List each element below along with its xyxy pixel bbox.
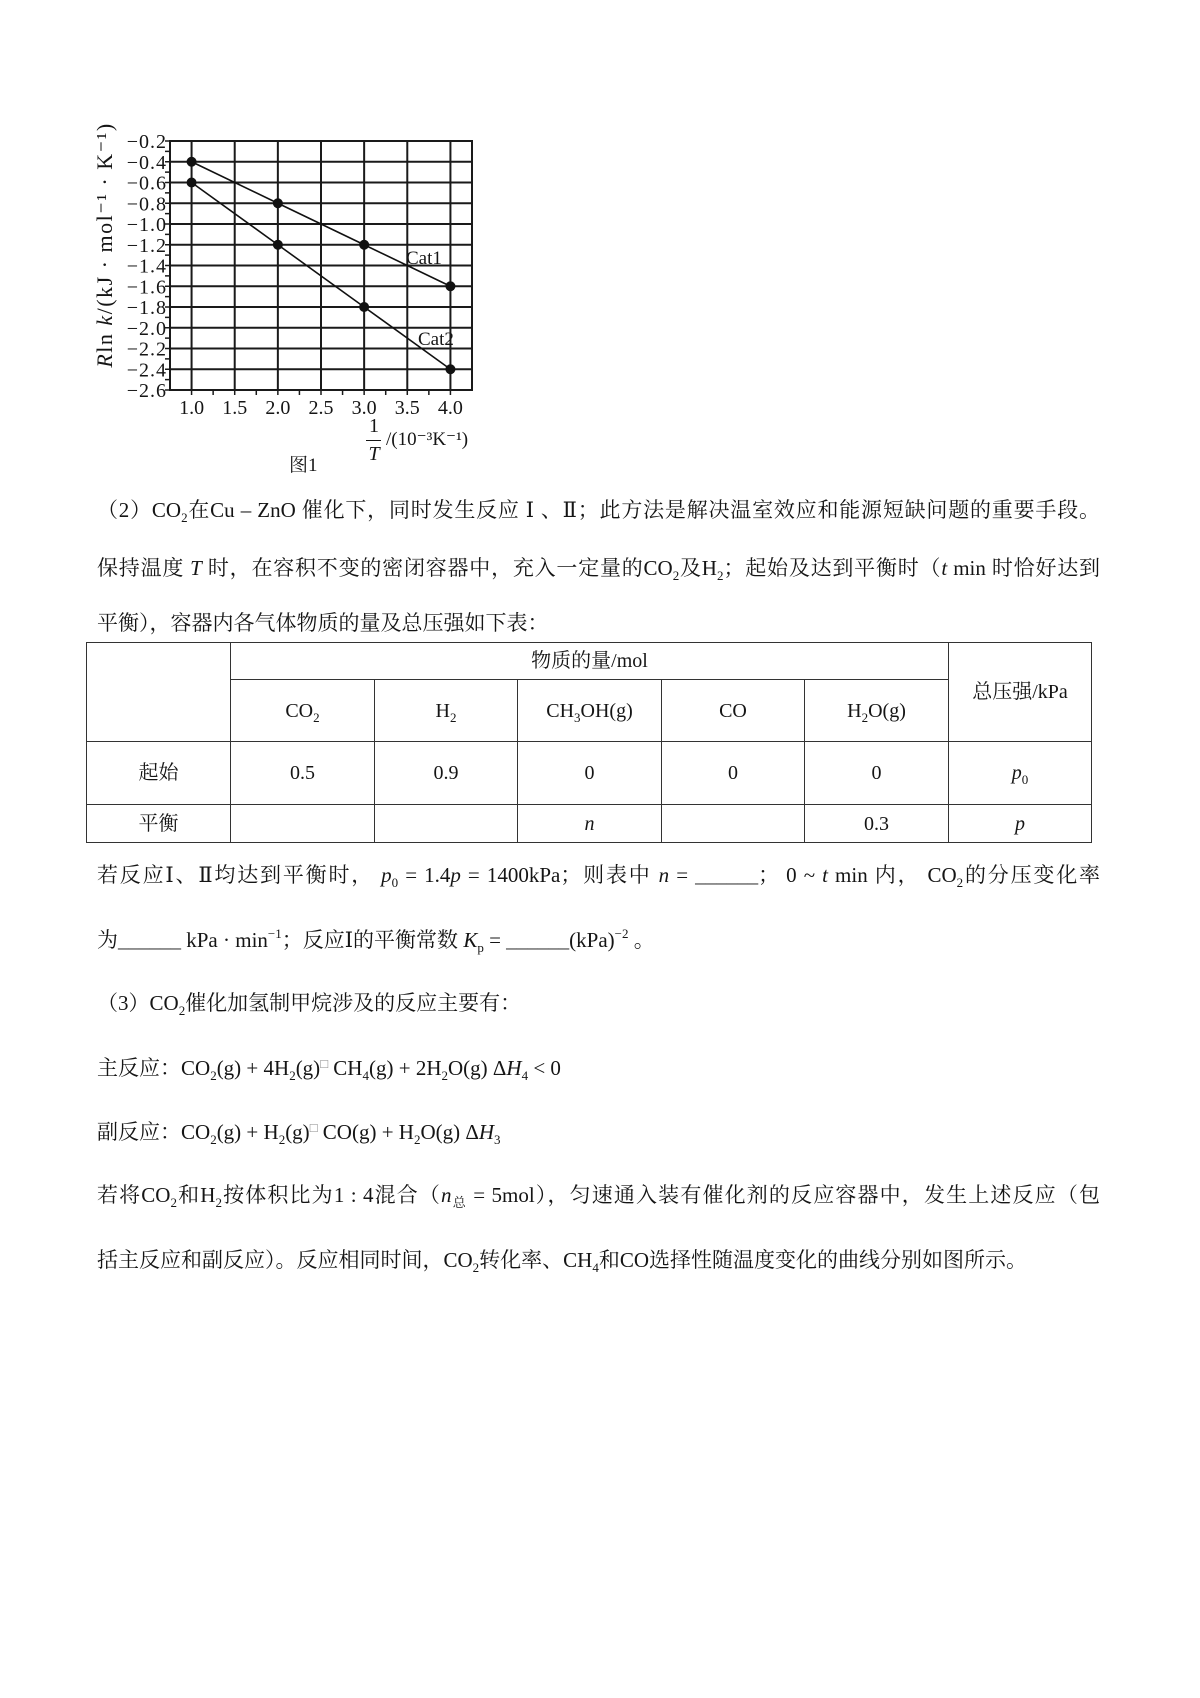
text-run: 在Cu – ZnO 催化下，同时发生反应 Ⅰ 、Ⅱ；此方法是解决温室效应和能源短缺问题的重要手段。 bbox=[187, 498, 1100, 522]
text-run: = bbox=[483, 928, 507, 952]
text-run: 若将CO bbox=[97, 1183, 171, 1207]
data-point-cat1 bbox=[187, 157, 197, 167]
subscript: 0 bbox=[1021, 772, 1029, 787]
column-header-co bbox=[662, 680, 805, 742]
subscript: 2 bbox=[210, 1132, 217, 1147]
paragraph-line bbox=[97, 988, 521, 1018]
y-axis-unit: /(kJ · mol⁻¹ · K⁻¹) bbox=[92, 122, 117, 315]
row-label: 平衡 bbox=[87, 805, 231, 843]
text-run: 平衡），容器内各气体物质的量及总压强如下表： bbox=[97, 611, 549, 635]
table-subheader-row bbox=[87, 680, 1092, 742]
row-label: 起始 bbox=[87, 742, 231, 805]
text-run: 的分压变化率 bbox=[963, 863, 1100, 887]
text-run: 若反应Ⅰ、Ⅱ均达到平衡时， bbox=[97, 863, 382, 887]
answer-blank: ______ bbox=[118, 928, 181, 952]
x-tick-label: 1.5 bbox=[222, 397, 248, 419]
italic-variable: p bbox=[1015, 812, 1026, 835]
text-run: （3）CO bbox=[97, 991, 179, 1015]
italic-variable: H bbox=[478, 1120, 495, 1144]
subscript: 2 bbox=[210, 1068, 217, 1083]
data-point-cat1 bbox=[359, 240, 369, 250]
table-row-initial bbox=[87, 742, 1092, 805]
text-run: 按体积比为1 : 4混合（ bbox=[221, 1183, 442, 1207]
text-run: = 5mol），匀速通入装有催化剂的反应容器中，发生上述反应（包 bbox=[466, 1183, 1100, 1207]
text-run: = bbox=[669, 863, 696, 887]
text-run: min 时恰好达到 bbox=[947, 556, 1101, 580]
y-tick-label: −1.0 bbox=[126, 214, 167, 236]
subscript: 2 bbox=[181, 510, 188, 525]
x-tick-label: 3.0 bbox=[351, 397, 377, 419]
paragraph-line bbox=[97, 608, 549, 638]
paragraph-line bbox=[97, 1180, 1100, 1210]
pressure-header-cell: 总压强/kPa bbox=[949, 643, 1092, 742]
italic-variable: n bbox=[441, 1183, 452, 1207]
column-header-h2 bbox=[375, 680, 518, 742]
text-run: = 1.4 bbox=[398, 863, 451, 887]
subscript: 2 bbox=[278, 1132, 286, 1147]
text-run: 0 bbox=[728, 762, 738, 784]
text-run: (g) + H bbox=[216, 1120, 279, 1144]
x-axis-fraction-bar bbox=[366, 440, 381, 441]
subscript: 4 bbox=[362, 1068, 369, 1083]
paragraph-line bbox=[97, 925, 655, 955]
table-cell bbox=[231, 742, 375, 805]
table-cell bbox=[662, 742, 805, 805]
table-cell bbox=[518, 805, 662, 843]
italic-variable: n bbox=[584, 812, 595, 835]
answer-blank: ______ bbox=[506, 928, 570, 952]
series-label-cat1: Cat1 bbox=[406, 248, 442, 269]
y-tick-label: −1.4 bbox=[126, 255, 167, 278]
series-label-cat2: Cat2 bbox=[418, 329, 454, 350]
subscript: 2 bbox=[441, 1068, 448, 1083]
x-tick-label: 2.0 bbox=[265, 397, 291, 419]
missing-glyph-box: □ bbox=[320, 1056, 329, 1071]
subscript: 4 bbox=[521, 1068, 529, 1083]
table-row-equilibrium bbox=[87, 805, 1092, 843]
subscript: 总 bbox=[451, 1195, 467, 1210]
text-run: 主反应：CO bbox=[97, 1056, 211, 1080]
table-cell bbox=[375, 805, 518, 843]
y-axis-var-r: R bbox=[92, 352, 117, 368]
text-run: CO(g) + H bbox=[317, 1120, 414, 1144]
column-header-ch3oh bbox=[518, 680, 662, 742]
text-run: 0 bbox=[871, 762, 882, 784]
text-run: < 0 bbox=[528, 1056, 561, 1080]
text-run: kPa · min bbox=[181, 928, 268, 952]
group-header-cell: 物质的量/mol bbox=[231, 643, 949, 680]
italic-variable: t bbox=[941, 556, 948, 580]
text-run: 0 bbox=[584, 762, 595, 784]
table-cell bbox=[805, 805, 949, 843]
text-run: 0.3 bbox=[864, 812, 889, 835]
x-tick-label: 2.5 bbox=[308, 397, 334, 419]
paragraph-line bbox=[97, 860, 1100, 890]
subscript: 4 bbox=[592, 1260, 599, 1275]
x-axis-numerator: 1 bbox=[369, 415, 379, 437]
data-point-cat2 bbox=[445, 364, 455, 374]
table-corner-cell bbox=[87, 643, 231, 742]
text-run: 和CO选择性随温度变化的曲线分别如图所示。 bbox=[598, 1248, 1028, 1272]
subscript: 2 bbox=[861, 709, 869, 725]
answer-blank: ______ bbox=[695, 863, 759, 887]
text-run: 为 bbox=[97, 928, 118, 952]
text-run: OH(g) bbox=[580, 699, 633, 722]
text-run: 副反应：CO bbox=[97, 1120, 211, 1144]
text-run: CH bbox=[328, 1056, 363, 1080]
pressure-cell bbox=[949, 742, 1092, 805]
y-axis-fn-ln: ln bbox=[92, 325, 117, 353]
text-run: O(g) Δ bbox=[447, 1056, 507, 1080]
y-axis-var-k: k bbox=[92, 314, 117, 326]
y-axis-title bbox=[93, 122, 117, 367]
figure-caption: 图1 bbox=[289, 455, 318, 476]
x-tick-label: 4.0 bbox=[437, 397, 463, 419]
data-point-cat2 bbox=[273, 240, 283, 250]
text-run: H bbox=[435, 699, 450, 722]
subscript: 2 bbox=[289, 1068, 296, 1083]
paragraph-line bbox=[97, 1245, 1027, 1275]
x-axis-denominator: T bbox=[368, 443, 380, 465]
italic-variable: p bbox=[1011, 762, 1022, 784]
y-tick-label: −1.6 bbox=[126, 276, 167, 299]
text-run: H bbox=[847, 699, 862, 722]
text-run: 保持温度 bbox=[97, 556, 191, 580]
subscript: 2 bbox=[215, 1195, 222, 1210]
subscript: 0 bbox=[391, 875, 399, 890]
x-tick-label: 3.5 bbox=[394, 397, 420, 419]
subscript: 2 bbox=[413, 1132, 421, 1147]
italic-variable: T bbox=[190, 556, 202, 580]
x-tick-label: 1.0 bbox=[179, 397, 205, 419]
text-run: O(g) Δ bbox=[420, 1120, 479, 1144]
data-point-cat1 bbox=[273, 198, 283, 208]
italic-variable: p bbox=[450, 863, 461, 887]
paragraph-line bbox=[97, 553, 1100, 583]
subscript: 3 bbox=[574, 709, 581, 725]
text-run: (g) bbox=[285, 1120, 310, 1144]
superscript: −1 bbox=[267, 926, 282, 941]
y-tick-label: −2.2 bbox=[126, 338, 167, 361]
italic-variable: n bbox=[658, 863, 670, 887]
y-tick-label: −2.4 bbox=[126, 359, 167, 382]
italic-variable: K bbox=[463, 928, 478, 952]
y-tick-label: −2.0 bbox=[126, 317, 167, 340]
text-run: O(g) bbox=[868, 699, 906, 722]
data-point-cat2 bbox=[187, 178, 197, 188]
subscript: 2 bbox=[313, 709, 320, 725]
text-run: 。 bbox=[628, 928, 655, 952]
column-header-h2o bbox=[805, 680, 949, 742]
text-run: min 内， CO bbox=[828, 863, 957, 887]
table-header-row bbox=[87, 643, 1092, 680]
text-run: ；反应Ⅰ的平衡常数 bbox=[281, 928, 464, 952]
table-cell bbox=[375, 742, 518, 805]
side-reaction-equation bbox=[97, 1117, 501, 1147]
text-run: 催化加氢制甲烷涉及的反应主要有： bbox=[185, 991, 522, 1015]
superscript: −2 bbox=[614, 926, 629, 941]
text-run: CH bbox=[546, 699, 575, 722]
text-run: 0.5 bbox=[290, 762, 315, 784]
y-tick-label: −1.8 bbox=[126, 297, 167, 319]
table-cell bbox=[805, 742, 949, 805]
column-header-co2 bbox=[231, 680, 375, 742]
text-run: (g) + 4H bbox=[216, 1056, 290, 1080]
arrhenius-chart bbox=[0, 0, 500, 480]
text-run: (g) + 2H bbox=[368, 1056, 442, 1080]
text-run: 及H bbox=[679, 556, 717, 580]
subscript: 2 bbox=[716, 568, 724, 583]
text-run: 和H bbox=[176, 1183, 216, 1207]
missing-glyph-box: □ bbox=[309, 1120, 318, 1135]
y-tick-label: −2.6 bbox=[126, 380, 167, 402]
text-run: (g) bbox=[295, 1056, 321, 1080]
text-run: 0.9 bbox=[433, 762, 459, 784]
table-cell bbox=[662, 805, 805, 843]
subscript: 3 bbox=[494, 1132, 501, 1147]
text-run: = 1400kPa；则表中 bbox=[460, 863, 659, 887]
subscript: 2 bbox=[672, 568, 680, 583]
text-run: 括主反应和副反应）。反应相同时间，CO bbox=[97, 1248, 473, 1272]
text-run: 时，在容积不变的密闭容器中，充入一定量的CO bbox=[201, 556, 673, 580]
y-tick-label: −0.6 bbox=[126, 172, 167, 195]
y-tick-label: −1.2 bbox=[126, 234, 167, 257]
subscript: p bbox=[477, 940, 484, 955]
italic-variable: t bbox=[822, 863, 828, 887]
main-reaction-equation bbox=[97, 1053, 561, 1083]
text-run: (kPa) bbox=[569, 928, 615, 952]
y-tick-label: −0.2 bbox=[126, 131, 167, 153]
data-point-cat2 bbox=[359, 302, 369, 312]
text-run: CO bbox=[285, 699, 314, 722]
text-run: CO bbox=[719, 699, 747, 722]
x-axis-unit: /(10⁻³K⁻¹) bbox=[386, 429, 469, 450]
data-point-cat1 bbox=[445, 281, 455, 291]
italic-variable: H bbox=[506, 1056, 522, 1080]
y-tick-label: −0.8 bbox=[126, 193, 167, 216]
pressure-cell bbox=[949, 805, 1092, 843]
subscript: 2 bbox=[472, 1260, 480, 1275]
subscript: 2 bbox=[956, 875, 964, 890]
subscript: 2 bbox=[170, 1195, 177, 1210]
text-run: ； 0 ~ bbox=[758, 863, 823, 887]
subscript: 2 bbox=[449, 709, 457, 725]
amounts-table bbox=[86, 642, 1092, 843]
subscript: 2 bbox=[178, 1003, 186, 1018]
text-run: （2）CO bbox=[97, 498, 182, 522]
paragraph-line bbox=[97, 495, 1100, 525]
text-run: 转化率、CH bbox=[479, 1248, 593, 1272]
table-cell bbox=[231, 805, 375, 843]
text-run: ；起始及达到平衡时（ bbox=[723, 556, 942, 580]
italic-variable: p bbox=[381, 863, 392, 887]
table-cell bbox=[518, 742, 662, 805]
y-tick-label: −0.4 bbox=[126, 151, 167, 174]
